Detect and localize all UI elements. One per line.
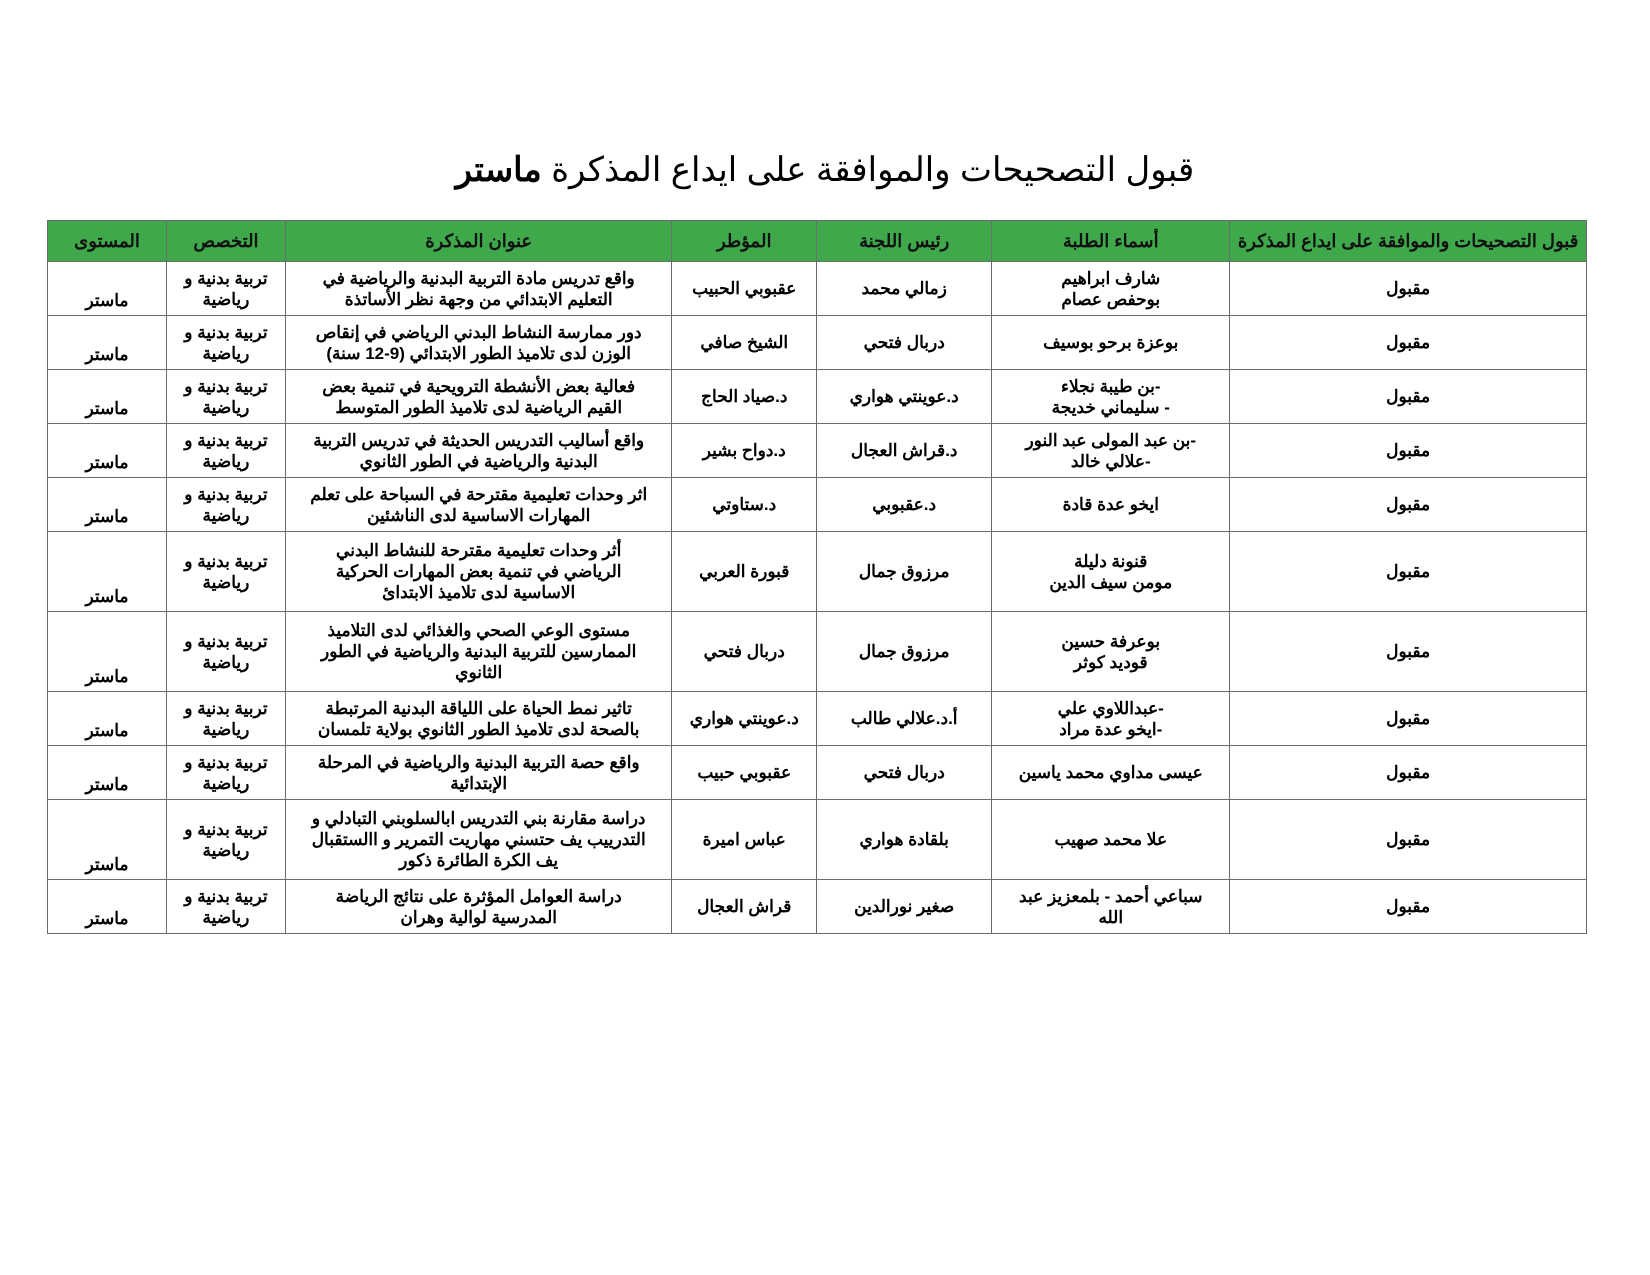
students-cell-line: بوحفص عصام — [1061, 289, 1161, 309]
thesis-title-cell-line: الممارسين للتربية البدنية والرياضية في الطور — [321, 642, 637, 661]
students-cell-line: سباعي أحمد - بلمعزيز عبد — [1019, 886, 1203, 906]
status-cell: مقبول — [1230, 262, 1587, 316]
specialty-cell-line: تربية بدنية و — [184, 698, 268, 718]
thesis-title-cell-line: الثانوي — [455, 663, 503, 682]
table-row — [48, 532, 1587, 612]
title-text: قبول التصحيحات والموافقة على ايداع المذكرة — [551, 151, 1195, 189]
students-cell-line: -علالي خالد — [1070, 451, 1151, 471]
students-cell-line: -ايخو عدة مراد — [1059, 719, 1163, 739]
supervisor-cell: الشيخ صافي — [672, 316, 817, 370]
level-cell: ماستر — [48, 612, 167, 692]
header-president: رئيس اللجنة — [817, 221, 992, 262]
specialty-cell-line: تربية بدنية و — [184, 886, 268, 906]
level-cell: ماستر — [48, 746, 167, 800]
specialty-cell-line: رياضية — [202, 451, 250, 471]
specialty-cell-line: تربية بدنية و — [184, 430, 268, 450]
students-cell — [992, 880, 1230, 934]
specialty-cell-line: رياضية — [202, 343, 250, 363]
table-row — [48, 612, 1587, 692]
students-cell — [992, 370, 1230, 424]
thesis-title-cell — [285, 746, 672, 800]
students-cell-line: -عبداللاوي علي — [1057, 698, 1164, 718]
specialty-cell-line: رياضية — [202, 652, 250, 672]
thesis-title-cell-line: اثر وحدات تعليمية مقترحة في السباحة على تعلم — [310, 484, 648, 504]
level-cell: ماستر — [48, 262, 167, 316]
president-cell: د.عقبوبي — [817, 478, 992, 532]
table-body — [48, 262, 1587, 934]
thesis-title-cell — [285, 478, 672, 532]
specialty-cell — [167, 262, 286, 316]
thesis-title-cell-line: مستوى الوعي الصحي والغذائي لدى التلاميذ — [327, 621, 630, 640]
specialty-cell — [167, 746, 286, 800]
header-thesis-title: عنوان المذكرة — [285, 221, 672, 262]
supervisor-cell: د.صياد الحاج — [672, 370, 817, 424]
table-row — [48, 262, 1587, 316]
specialty-cell-line: تربية بدنية و — [184, 322, 268, 342]
table-row — [48, 692, 1587, 746]
status-cell: مقبول — [1230, 316, 1587, 370]
thesis-title-cell-line: بالصحة لدى تلاميذ الطور الثانوي بولاية تلمسان — [317, 719, 640, 739]
students-cell-line: بوعرفة حسين — [1061, 631, 1161, 651]
header-students: أسماء الطلبة — [992, 221, 1230, 262]
specialty-cell-line: رياضية — [202, 505, 250, 525]
president-cell: دربال فتحي — [817, 746, 992, 800]
president-cell: مرزوق جمال — [817, 532, 992, 612]
students-cell — [992, 746, 1230, 800]
status-cell: مقبول — [1230, 424, 1587, 478]
table-row — [48, 370, 1587, 424]
president-cell: د.عوينتي هواري — [817, 370, 992, 424]
header-specialty: التخصص — [167, 221, 286, 262]
status-cell: مقبول — [1230, 692, 1587, 746]
table-row — [48, 746, 1587, 800]
students-cell-line: قنونة دليلة — [1074, 551, 1148, 571]
specialty-cell — [167, 692, 286, 746]
level-cell: ماستر — [48, 478, 167, 532]
specialty-cell-line: تربية بدنية و — [184, 268, 268, 288]
students-cell-line: عيسى مداوي محمد ياسين — [1018, 763, 1203, 782]
supervisor-cell: عباس اميرة — [672, 800, 817, 880]
specialty-cell — [167, 316, 286, 370]
thesis-title-cell-line: واقع تدريس مادة التربية البدنية والرياضية في — [322, 268, 635, 288]
thesis-title-cell-line: الإبتدائية — [450, 773, 508, 793]
specialty-cell-line: رياضية — [202, 840, 250, 860]
header-row — [48, 221, 1587, 262]
students-cell-line: -بن عبد المولى عبد النور — [1025, 430, 1197, 450]
students-cell — [992, 424, 1230, 478]
students-cell — [992, 692, 1230, 746]
students-cell-line: بوعزة برحو بوسيف — [1043, 333, 1179, 352]
specialty-cell — [167, 880, 286, 934]
supervisor-cell: قبورة العربي — [672, 532, 817, 612]
status-cell: مقبول — [1230, 746, 1587, 800]
specialty-cell-line: رياضية — [202, 572, 250, 592]
thesis-title-cell — [285, 800, 672, 880]
supervisor-cell: عقبوبي حبيب — [672, 746, 817, 800]
specialty-cell — [167, 532, 286, 612]
status-cell: مقبول — [1230, 612, 1587, 692]
supervisor-cell: د.ستاوتي — [672, 478, 817, 532]
level-cell: ماستر — [48, 800, 167, 880]
level-cell: ماستر — [48, 370, 167, 424]
students-cell — [992, 316, 1230, 370]
students-cell — [992, 800, 1230, 880]
president-cell: مرزوق جمال — [817, 612, 992, 692]
thesis-title-cell-line: واقع أساليب التدريس الحديثة في تدريس التربية — [313, 430, 645, 450]
thesis-title-cell — [285, 692, 672, 746]
thesis-title-cell — [285, 262, 672, 316]
status-cell: مقبول — [1230, 880, 1587, 934]
specialty-cell-line: تربية بدنية و — [184, 631, 268, 651]
thesis-title-cell-line: الاساسية لدى تلاميذ الابتدائ — [382, 583, 576, 602]
status-cell: مقبول — [1230, 532, 1587, 612]
thesis-title-cell-line: التدرييب يف حتسني مهاريت التمرير و االستقبال — [311, 830, 646, 849]
president-cell: بلقادة هواري — [817, 800, 992, 880]
thesis-title-cell-line: المهارات الاساسية لدى الناشئين — [367, 505, 591, 525]
specialty-cell — [167, 800, 286, 880]
students-cell-line: شارف ابراهيم — [1061, 268, 1161, 288]
status-cell: مقبول — [1230, 800, 1587, 880]
president-cell: صغير نورالدين — [817, 880, 992, 934]
level-cell: ماستر — [48, 692, 167, 746]
page-title — [0, 150, 1650, 190]
thesis-title-cell — [285, 316, 672, 370]
table-row — [48, 800, 1587, 880]
table-row — [48, 316, 1587, 370]
table-row — [48, 880, 1587, 934]
students-cell-line: قوديد كوثر — [1073, 652, 1148, 672]
status-cell: مقبول — [1230, 478, 1587, 532]
specialty-cell — [167, 424, 286, 478]
specialty-cell — [167, 370, 286, 424]
specialty-cell-line: رياضية — [202, 907, 250, 927]
status-cell: مقبول — [1230, 370, 1587, 424]
level-cell: ماستر — [48, 424, 167, 478]
supervisor-cell: عقبوبي الحبيب — [672, 262, 817, 316]
specialty-cell-line: تربية بدنية و — [184, 819, 268, 839]
thesis-title-cell-line: دور ممارسة النشاط البدني الرياضي في إنقاص — [315, 322, 642, 342]
table-row — [48, 478, 1587, 532]
specialty-cell-line: رياضية — [202, 397, 250, 417]
header-acceptance: قبول التصحيحات والموافقة على ايداع المذكرة — [1230, 221, 1587, 262]
thesis-title-cell-line: دراسة العوامل المؤثرة على نتائج الرياضة — [335, 886, 622, 906]
specialty-cell-line: تربية بدنية و — [184, 376, 268, 396]
thesis-title-cell — [285, 424, 672, 478]
specialty-cell-line: تربية بدنية و — [184, 752, 268, 772]
level-cell: ماستر — [48, 532, 167, 612]
thesis-title-cell-line: دراسة مقارنة بني التدريس ابالسلوبني التبادلي و — [311, 809, 646, 828]
students-cell — [992, 478, 1230, 532]
president-cell: زمالي محمد — [817, 262, 992, 316]
thesis-title-cell — [285, 532, 672, 612]
thesis-title-cell-line: يف الكرة الطائرة ذكور — [399, 851, 559, 870]
students-cell — [992, 612, 1230, 692]
thesis-title-cell-line: أثر وحدات تعليمية مقترحة للنشاط البدني — [336, 541, 622, 560]
thesis-title-cell-line: القيم الرياضية لدى تلاميذ الطور المتوسط — [335, 397, 623, 417]
specialty-cell — [167, 478, 286, 532]
specialty-cell-line: رياضية — [202, 773, 250, 793]
president-cell: د.قراش العجال — [817, 424, 992, 478]
specialty-cell — [167, 612, 286, 692]
table-row — [48, 424, 1587, 478]
specialty-cell-line: تربية بدنية و — [184, 484, 268, 504]
thesis-title-cell — [285, 370, 672, 424]
level-cell: ماستر — [48, 316, 167, 370]
president-cell: أ.د.علالي طالب — [817, 692, 992, 746]
thesis-title-cell-line: المدرسية لوالية وهران — [400, 907, 558, 927]
students-cell-line: علا محمد صهيب — [1054, 830, 1168, 849]
president-cell: دربال فتحي — [817, 316, 992, 370]
students-cell — [992, 262, 1230, 316]
thesis-title-cell-line: الرياضي في تنمية بعض المهارات الحركية — [335, 562, 622, 581]
title-level: ماستر — [455, 151, 542, 189]
level-cell: ماستر — [48, 880, 167, 934]
thesis-title-cell — [285, 880, 672, 934]
supervisor-cell: دربال فتحي — [672, 612, 817, 692]
header-supervisor: المؤطر — [672, 221, 817, 262]
thesis-title-cell-line: تاثير نمط الحياة على اللياقة البدنية المرتبطة — [325, 698, 632, 718]
students-cell-line: الله — [1098, 907, 1124, 927]
students-cell-line: ايخو عدة قادة — [1062, 495, 1159, 514]
students-cell-line: - سليماني خديجة — [1051, 397, 1170, 417]
specialty-cell-line: رياضية — [202, 719, 250, 739]
supervisor-cell: د.دواح بشير — [672, 424, 817, 478]
supervisor-cell: قراش العجال — [672, 880, 817, 934]
thesis-title-cell — [285, 612, 672, 692]
specialty-cell-line: تربية بدنية و — [184, 551, 268, 571]
thesis-title-cell-line: البدنية والرياضية في الطور الثانوي — [359, 451, 598, 471]
students-cell-line: -بن طيبة نجلاء — [1061, 376, 1161, 396]
thesis-title-cell-line: التعليم الابتدائي من وجهة نظر الأساتذة — [344, 289, 613, 309]
students-cell-line: مومن سيف الدين — [1049, 572, 1173, 592]
supervisor-cell: د.عوينتي هواري — [672, 692, 817, 746]
specialty-cell-line: رياضية — [202, 289, 250, 309]
thesis-table — [47, 220, 1587, 934]
thesis-title-cell-line: الوزن لدى تلاميذ الطور الابتدائي (9-12 سنة) — [326, 343, 632, 363]
thesis-title-cell-line: واقع حصة التربية البدنية والرياضية في المرحلة — [317, 752, 640, 772]
students-cell — [992, 532, 1230, 612]
thesis-title-cell-line: فعالية بعض الأنشطة الترويحية في تنمية بعض — [322, 376, 636, 396]
header-level: المستوى — [48, 221, 167, 262]
